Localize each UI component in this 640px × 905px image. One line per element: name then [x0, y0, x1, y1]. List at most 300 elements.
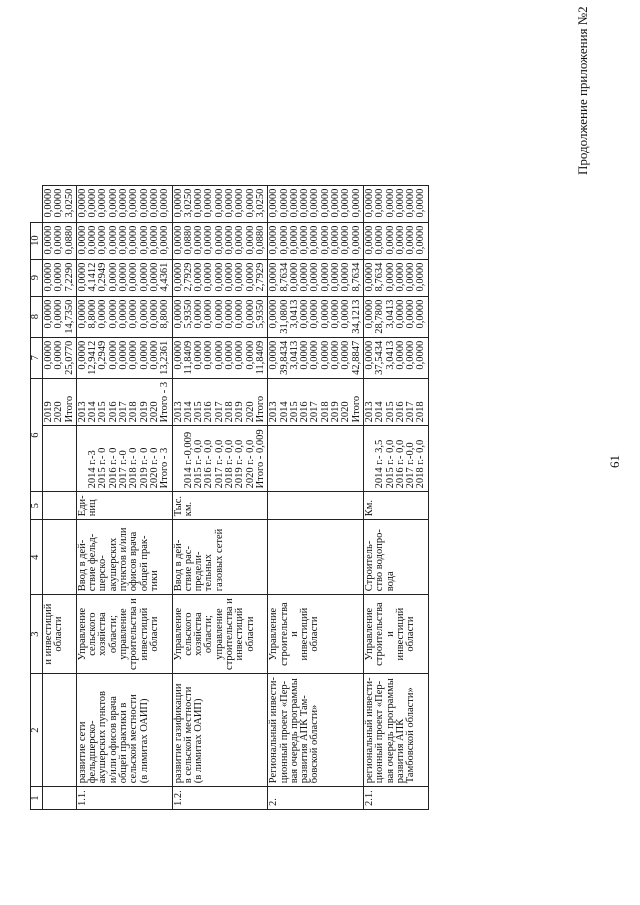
year-cell-line: 2014: [87, 401, 99, 423]
value-v9-line: 0,0000: [340, 225, 352, 255]
value-v8-line: 0,0000: [193, 262, 205, 292]
row-name-line: акушерских пунктов: [97, 691, 109, 784]
value-v8-line: 0,0000: [384, 262, 396, 292]
value-v10-line: 0,0000: [374, 188, 386, 218]
value-v7: [172, 296, 268, 337]
value-v9-line: 0,0000: [234, 225, 246, 255]
target-cell-line: 2016 г.- 0,0: [203, 439, 215, 489]
value-v9-line: 0,0000: [53, 225, 65, 255]
value-v8-line: 2,7929: [182, 262, 194, 292]
value-v6-line: 0,0000: [148, 340, 160, 370]
value-v6-line: 0,0000: [43, 340, 54, 370]
indicator-cell-line: Ввод в дей-: [172, 539, 184, 592]
value-v8-line: 2,7929: [254, 262, 266, 292]
value-v6: [43, 337, 77, 378]
value-v8-line: 0,0000: [172, 262, 184, 292]
responsible-cell-line: хозяйства: [193, 612, 205, 656]
value-v6-line: 11,8409: [182, 340, 194, 375]
column-number-9: 9: [31, 259, 43, 296]
target-cell-line: 2016 г.- 0: [107, 447, 119, 489]
value-v7-line: 0,0000: [299, 299, 311, 329]
value-v10-line: 0,0000: [118, 188, 130, 218]
value-v9-line: 0,0000: [213, 225, 225, 255]
value-v7-line: 0,0000: [107, 299, 119, 329]
year-cell-line: 2020: [340, 401, 352, 423]
value-v8-line: 8,7634: [350, 262, 362, 292]
value-v8-line: 0,0000: [128, 262, 140, 292]
value-v7-line: 0,0000: [213, 299, 225, 329]
indicator-cell-line: офисов врача: [128, 531, 140, 592]
row-name-line: Региональный инвести-: [268, 676, 280, 784]
value-v6-line: 0,0000: [213, 340, 225, 370]
responsible-cell-line: области: [309, 616, 321, 652]
value-v9: [172, 222, 268, 259]
value-v9-line: 0,0000: [172, 225, 184, 255]
year-cell-line: 2016: [299, 401, 311, 423]
year-cell-line: 2014: [374, 401, 386, 423]
value-v6-line: 0,0000: [299, 340, 311, 370]
row-name: [76, 673, 172, 786]
value-v10-line: 0,0000: [244, 188, 256, 218]
row-name-line: вая очередь программы: [384, 678, 396, 784]
indicator-cell-line: тельных: [203, 554, 215, 592]
value-v9-line: 0,0000: [87, 225, 99, 255]
value-v8-line: 0,0000: [234, 262, 246, 292]
value-v8-line: 0,0000: [53, 262, 65, 292]
value-v9-line: 0,0000: [319, 225, 331, 255]
target-cell-line: 2017 г.-0,0: [405, 442, 417, 489]
year-cell-line: 2015: [288, 401, 300, 423]
responsible-cell-line: области;: [107, 615, 119, 654]
value-v6: [76, 337, 172, 378]
row-name-line: бовской области»: [309, 704, 321, 784]
year-cell-line: 2013: [172, 401, 184, 423]
target-cell-line: 2017 г.- 0,0: [213, 439, 225, 489]
value-v10-line: 0,0000: [350, 188, 362, 218]
unit-cell-line: Тыс.: [172, 495, 184, 517]
unit-cell: [363, 492, 428, 520]
value-v9: [76, 222, 172, 259]
value-v8: [172, 259, 268, 296]
row-number: 2.1.: [363, 787, 428, 810]
row-name-line: развития АПК Там-: [299, 695, 311, 784]
value-v6-line: 0,0000: [234, 340, 246, 370]
year-cell-line: 2015: [384, 401, 396, 423]
responsible-cell-line: сельского: [87, 612, 99, 656]
row-name-line: вая очередь программы: [288, 678, 300, 784]
row-name-line: развитие сети: [76, 721, 88, 784]
value-v6-line: 0,0000: [53, 340, 65, 370]
value-v9-line: 0,0000: [278, 225, 290, 255]
year-cell-line: 2017: [213, 401, 225, 423]
indicator-cell-line: газовых сетей: [213, 528, 225, 592]
responsible-cell-line: Управление: [76, 607, 88, 661]
year-cell-line: Итого: [63, 395, 75, 423]
value-v6-line: 0,0000: [330, 340, 342, 370]
value-v8-line: 0,0000: [107, 262, 119, 292]
value-v6-line: 11,8409: [254, 340, 266, 375]
value-v9-line: 0,0000: [394, 225, 406, 255]
target-cell-line: Итого - 3: [159, 447, 171, 489]
row-name-line: (в лимитах ОАИП): [138, 698, 150, 784]
value-v10-line: 3,0250: [63, 188, 75, 218]
value-v8-line: 0,0000: [309, 262, 321, 292]
value-v7-line: 14,7350: [63, 299, 75, 334]
indicator-cell: [172, 520, 268, 595]
value-v8-line: 0,0000: [244, 262, 256, 292]
row-name-line: ционный проект «Пер-: [278, 680, 290, 784]
value-v9-line: 0,0000: [415, 225, 427, 255]
responsible-cell-line: и: [384, 631, 396, 637]
value-v6-line: 3,0413: [288, 340, 300, 370]
target-cell: [76, 426, 172, 492]
value-v6-line: 0,0000: [415, 340, 427, 370]
value-v6-line: 0,0000: [193, 340, 205, 370]
value-v6-line: 0,0000: [128, 340, 140, 370]
responsible-cell-line: хозяйства: [97, 612, 109, 656]
value-v9-line: 0,0000: [224, 225, 236, 255]
value-v8-line: 0,0000: [213, 262, 225, 292]
column-number-7: 7: [31, 337, 43, 378]
target-cell-line: 2020 г.- 0,0: [244, 439, 256, 489]
value-v8-line: 0,0000: [405, 262, 417, 292]
target-cell-line: 2015 г.- 0,0: [193, 439, 205, 489]
year-cell-line: 2013: [76, 401, 88, 423]
indicator-cell-line: акушерских: [107, 537, 119, 592]
value-v6-line: 0,0000: [405, 340, 417, 370]
responsible-cell: [363, 595, 428, 674]
indicator-cell-line: ствие фельд-: [87, 533, 99, 592]
value-v7-line: 0,0000: [148, 299, 160, 329]
target-cell-line: 2017 г.-0: [118, 450, 130, 489]
value-v10-line: 0,0000: [128, 188, 140, 218]
table-row: [76, 185, 172, 809]
responsible-cell-line: области: [148, 616, 160, 652]
value-v9-line: 0,0000: [148, 225, 160, 255]
value-v6: [268, 337, 364, 378]
year-cell-line: 2018: [415, 401, 427, 423]
value-v10-line: 0,0000: [330, 188, 342, 218]
row-number: 1.2.: [172, 787, 268, 810]
value-v8-line: 0,0000: [203, 262, 215, 292]
value-v10: [43, 185, 77, 222]
year-cell-line: 2016: [394, 401, 406, 423]
year-cell-line: Итого: [350, 395, 362, 423]
indicator-cell-line: предели-: [193, 551, 205, 592]
unit-cell-line: ниц: [87, 499, 99, 517]
target-cell-line: Итого - 0,009: [254, 429, 266, 489]
value-v9-line: 0,0000: [374, 225, 386, 255]
page-number: 61: [607, 455, 622, 468]
value-v10: [268, 185, 364, 222]
value-v9-line: 0,0000: [405, 225, 417, 255]
value-v8-line: 0,0000: [148, 262, 160, 292]
value-v10-line: 0,0000: [234, 188, 246, 218]
row-number: [43, 787, 77, 810]
value-v9-line: 0,0000: [76, 225, 88, 255]
responsible-cell-line: Управление: [172, 607, 184, 661]
value-v9-line: 0,0000: [244, 225, 256, 255]
value-v8-line: 0,0000: [224, 262, 236, 292]
value-v6-line: 0,0000: [76, 340, 88, 370]
year-cell-line: 2015: [193, 401, 205, 423]
value-v8-line: 7,2290: [63, 262, 75, 292]
value-v8-line: 0,0000: [288, 262, 300, 292]
value-v7-line: 0,0000: [43, 299, 54, 329]
indicator-cell-line: вода: [384, 571, 396, 592]
responsible-cell-line: инвестиций: [299, 607, 311, 661]
row-name: [43, 673, 77, 786]
responsible-cell-line: строительства: [278, 602, 290, 666]
value-v6-line: 42,8847: [350, 340, 362, 375]
value-v7: [43, 296, 77, 337]
value-v8-line: 0,0000: [415, 262, 427, 292]
column-number-2: 2: [31, 673, 43, 786]
row-name-line: ционный проект «Пер-: [374, 680, 386, 784]
row-name-line: общей практики в: [118, 702, 130, 784]
value-v9-line: 0,0000: [193, 225, 205, 255]
value-v8: [43, 259, 77, 296]
responsible-cell-line: строительства: [374, 602, 386, 666]
target-cell-line: 2019 г.- 0,0: [234, 439, 246, 489]
value-v7-line: 0,0000: [224, 299, 236, 329]
value-v6-line: 0,0000: [394, 340, 406, 370]
year-cell-line: 2015: [97, 401, 109, 423]
value-v6-line: 0,0000: [268, 340, 280, 370]
value-v6-line: 0,0000: [244, 340, 256, 370]
column-number-5: 5: [31, 492, 43, 520]
target-cell-line: 2014 г.-3: [87, 450, 99, 489]
column-number-10: 10: [31, 222, 43, 259]
year-cell-line: 2013: [363, 401, 375, 423]
value-v10: [363, 185, 428, 222]
responsible-cell-line: Управление: [363, 607, 375, 661]
value-v10-line: 0,0000: [405, 188, 417, 218]
value-v10-line: 0,0000: [213, 188, 225, 218]
value-v7-line: 8,8000: [159, 299, 171, 329]
value-v7-line: 0,0000: [268, 299, 280, 329]
value-v8-line: 0,0000: [394, 262, 406, 292]
value-v8: [76, 259, 172, 296]
year-cell-line: 2017: [118, 401, 130, 423]
year-cell-line: 2017: [405, 401, 417, 423]
year-cell-line: 2013: [268, 401, 280, 423]
value-v7-line: 5,9350: [254, 299, 266, 329]
row-name-line: фельдшерско-: [87, 720, 99, 784]
value-v10-line: 0,0000: [97, 188, 109, 218]
row-name-line: (в лимитах ОАИП): [193, 698, 205, 784]
table-row-continuation: [43, 185, 77, 809]
year-cell-line: 2017: [309, 401, 321, 423]
value-v8-line: 0,0000: [76, 262, 88, 292]
year-cell: [172, 378, 268, 426]
value-v6-line: 0,0000: [224, 340, 236, 370]
value-v10-line: 3,0250: [254, 188, 266, 218]
value-v6-line: 0,0000: [340, 340, 352, 370]
value-v8-line: 0,0000: [268, 262, 280, 292]
responsible-cell-line: инвестиций: [234, 607, 246, 661]
target-cell: [363, 426, 428, 492]
responsible-cell-line: [321, 598, 331, 670]
value-v10-line: 0,0000: [299, 188, 311, 218]
value-v10-line: 0,0000: [309, 188, 321, 218]
unit-cell: [43, 492, 77, 520]
value-v9-line: 0,0000: [330, 225, 342, 255]
value-v7: [363, 296, 428, 337]
value-v9-line: 0,0000: [159, 225, 171, 255]
value-v6-line: 25,0770: [63, 340, 75, 375]
row-name-line: развития АПК: [394, 718, 406, 784]
value-v8: [363, 259, 428, 296]
unit-cell-line: км.: [182, 501, 194, 517]
value-v7-line: 0,0000: [363, 299, 375, 329]
row-name-line: Тамбовской области»: [405, 687, 417, 784]
value-v9-line: 0,0000: [299, 225, 311, 255]
indicator-cell-line: Ввод в дей-: [76, 539, 88, 592]
value-v7-line: 0,0000: [53, 299, 65, 329]
value-v9: [43, 222, 77, 259]
unit-cell: [172, 492, 268, 520]
value-v8-line: 0,0000: [43, 262, 54, 292]
value-v6-line: 12,9412: [87, 340, 99, 375]
value-v6: [172, 337, 268, 378]
value-v9-line: 0,0000: [107, 225, 119, 255]
value-v6-line: 0,0000: [363, 340, 375, 370]
responsible-cell-line: [331, 598, 341, 670]
value-v8-line: 0,0000: [118, 262, 130, 292]
responsible-cell: [43, 595, 77, 674]
responsible-cell: [76, 595, 172, 674]
responsible-cell-line: строительства и: [224, 598, 236, 670]
year-cell-line: 2019: [138, 401, 150, 423]
value-v8-line: 4,4361: [159, 262, 171, 292]
year-cell-line: 2014: [182, 401, 194, 423]
value-v10: [76, 185, 172, 222]
column-number-4: 4: [31, 520, 43, 595]
table-row: [363, 185, 428, 809]
row-name-line: развитие газификации: [172, 683, 184, 784]
responsible-cell-line: управление: [213, 608, 225, 660]
row-name-line: сельской местности: [128, 694, 140, 784]
value-v7-line: 0,0000: [234, 299, 246, 329]
row-name-line: региональный инвести-: [363, 677, 375, 784]
value-v7-line: 0,0000: [309, 299, 321, 329]
responsible-cell-line: строительства и: [128, 598, 140, 670]
value-v6-line: 0,0000: [138, 340, 150, 370]
value-v8-line: 0,0000: [299, 262, 311, 292]
unit-cell: [268, 492, 364, 520]
value-v6-line: 0,0000: [107, 340, 119, 370]
value-v7-line: 0,0000: [97, 299, 109, 329]
value-v10-line: 0,0000: [53, 188, 65, 218]
target-cell: [268, 426, 364, 492]
value-v10-line: 0,0000: [193, 188, 205, 218]
value-v10-line: 0,0000: [384, 188, 396, 218]
value-v8-line: 0,0000: [330, 262, 342, 292]
year-cell-line: 2014: [278, 401, 290, 423]
value-v6-line: 39,8434: [278, 340, 290, 375]
value-v7-line: 0,0000: [138, 299, 150, 329]
value-v7-line: 3,0413: [288, 299, 300, 329]
value-v9-line: 0,0000: [138, 225, 150, 255]
table-row: [172, 185, 268, 809]
indicator-cell: [43, 520, 77, 595]
indicator-cell-line: ствие рас-: [182, 546, 194, 592]
indicator-cell: [76, 520, 172, 595]
value-v10-line: 0,0000: [76, 188, 88, 218]
table-row: [268, 185, 364, 809]
value-v10-line: 0,0000: [415, 188, 427, 218]
unit-cell: [76, 492, 172, 520]
value-v7-line: 0,0000: [330, 299, 342, 329]
target-cell-line: 2014 г.-0,009: [182, 431, 194, 489]
value-v6-line: 0,0000: [203, 340, 215, 370]
value-v7-line: 31,0800: [278, 299, 290, 334]
value-v7-line: 0,0000: [319, 299, 331, 329]
value-v7-line: 0,0000: [394, 299, 406, 329]
value-v8-line: 0,0000: [319, 262, 331, 292]
value-v9-line: 0,0000: [268, 225, 280, 255]
column-number-8: 8: [31, 296, 43, 337]
row-name-line: в сельской местности: [182, 686, 194, 784]
value-v6-line: 13,2361: [159, 340, 171, 375]
row-name-line: и/или офисов врача: [107, 696, 119, 784]
row-number: 1.1.: [76, 787, 172, 810]
value-v10-line: 0,0000: [159, 188, 171, 218]
year-cell-line: 2016: [203, 401, 215, 423]
column-number-3: 3: [31, 595, 43, 674]
value-v9-line: 0,0000: [350, 225, 362, 255]
unit-cell-line: Км.: [363, 499, 375, 517]
value-v10-line: 0,0000: [340, 188, 352, 218]
year-cell-line: 2019: [330, 401, 342, 423]
year-cell-line: Итого: [254, 395, 266, 423]
row-number: 2.: [268, 787, 364, 810]
value-v7-line: 0,0000: [340, 299, 352, 329]
responsible-cell-line: области: [405, 616, 417, 652]
target-cell: [43, 426, 77, 492]
indicator-cell-line: тики: [148, 570, 160, 592]
value-v10-line: 0,0000: [394, 188, 406, 218]
target-cell-line: 2018 г.- 0,0: [415, 439, 427, 489]
column-number-row: [31, 185, 43, 809]
value-v10-line: 0,0000: [107, 188, 119, 218]
value-v7-line: 34,1213: [350, 299, 362, 334]
value-v8: [268, 259, 364, 296]
value-v9-line: 0,0000: [288, 225, 300, 255]
value-v9-line: 0,0000: [118, 225, 130, 255]
indicator-cell: [268, 520, 364, 595]
value-v10-line: 0,0000: [148, 188, 160, 218]
value-v10: [172, 185, 268, 222]
year-cell-line: 2018: [319, 401, 331, 423]
value-v9-line: 0,0000: [43, 225, 54, 255]
value-v6-line: 0,2949: [97, 340, 109, 370]
value-v7-line: 0,0000: [128, 299, 140, 329]
value-v9-line: 0,0000: [384, 225, 396, 255]
responsible-cell-line: инвестиций: [138, 607, 150, 661]
value-v10-line: 0,0000: [268, 188, 280, 218]
value-v7-line: 0,0000: [193, 299, 205, 329]
target-cell-line: 2015 г.- 0,0: [384, 439, 396, 489]
unit-cell-line: Еди-: [76, 495, 88, 517]
column-number-6: 6: [31, 378, 43, 492]
responsible-cell-line: области: [53, 616, 65, 652]
value-v7-line: 0,0000: [244, 299, 256, 329]
target-cell: [172, 426, 268, 492]
value-v7: [76, 296, 172, 337]
value-v9-line: 0,0000: [309, 225, 321, 255]
